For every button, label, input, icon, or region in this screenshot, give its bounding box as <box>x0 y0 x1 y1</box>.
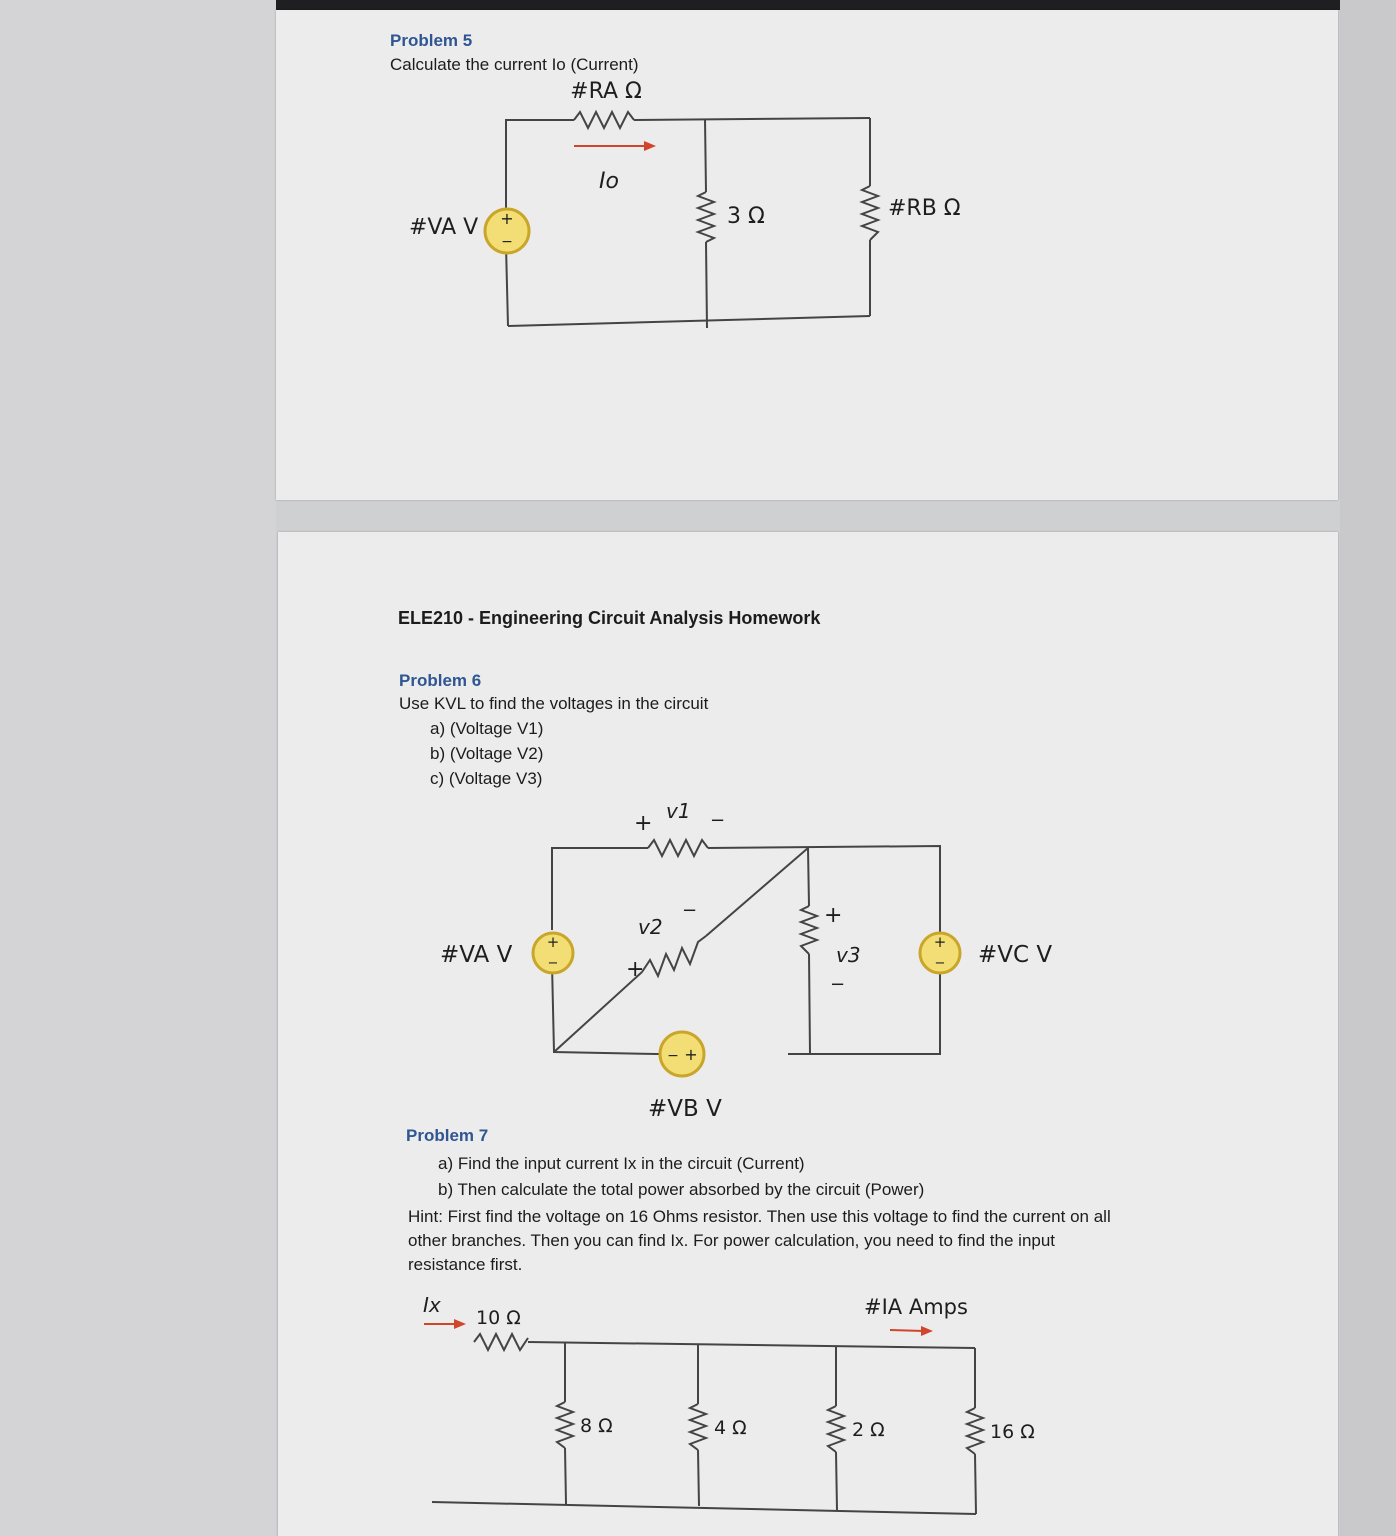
course-title: ELE210 - Engineering Circuit Analysis Homework <box>398 608 821 628</box>
svg-text:+: + <box>546 933 560 951</box>
svg-text:−: − <box>934 956 946 971</box>
v3-label: v3 <box>836 943 861 967</box>
svg-text:−: − <box>682 900 698 921</box>
current-io-label: Io <box>599 169 619 194</box>
document-page-2 <box>278 532 1338 1536</box>
problem6-item-a: a) (Voltage V1) <box>430 719 544 738</box>
problem7-item-a: a) Find the input current Ix in the circuit (Current) <box>438 1154 805 1173</box>
document-page-1 <box>276 10 1338 500</box>
ix-label: Ix <box>423 1293 441 1317</box>
resistor-16-label: 16 Ω <box>990 1421 1035 1443</box>
problem7-hint-line1: Hint: First find the voltage on 16 Ohms resistor. Then use this voltage to find the current on all <box>408 1207 1111 1226</box>
svg-text:+: + <box>933 933 947 951</box>
resistor-4-label: 4 Ω <box>714 1417 747 1439</box>
svg-text:−: − <box>547 956 559 971</box>
problem5-source-label: #VA V <box>409 215 479 240</box>
problem6-item-b: b) (Voltage V2) <box>430 744 544 763</box>
problem5-circuit <box>276 10 1338 500</box>
svg-text:−: − <box>830 974 846 995</box>
resistor-b-label: #RB Ω <box>888 196 961 221</box>
svg-text:+: + <box>626 957 645 982</box>
resistor-3-label: 3 Ω <box>727 204 765 229</box>
svg-text:−: − <box>710 810 726 831</box>
problem7-hint-line2: other branches. Then you can find Ix. For power calculation, you need to find the input <box>408 1231 1056 1250</box>
svg-text:−: − <box>667 1048 679 1064</box>
ia-label: #IA Amps <box>864 1295 968 1319</box>
resistor-2-label: 2 Ω <box>852 1419 885 1441</box>
problem5-heading: Problem 5 <box>390 31 473 50</box>
problem7-item-b: b) Then calculate the total power absorbed by the circuit (Power) <box>438 1180 925 1199</box>
background-right <box>1340 0 1396 1536</box>
problem6-heading: Problem 6 <box>399 671 482 690</box>
problem7-circuit <box>278 532 1338 1536</box>
svg-text:−: − <box>501 234 513 250</box>
problem6-item-c: c) (Voltage V3) <box>430 769 543 788</box>
problem6-source-b-label: #VB V <box>648 1096 722 1122</box>
svg-text:+: + <box>500 209 514 228</box>
problem6-instruction: Use KVL to find the voltages in the circuit <box>399 694 709 713</box>
resistor-a-label: #RA Ω <box>570 79 642 104</box>
v1-label: v1 <box>666 799 691 823</box>
problem6-source-a-label: #VA V <box>440 942 513 968</box>
problem7-hint-line3: resistance first. <box>408 1255 523 1274</box>
v2-label: v2 <box>638 915 663 939</box>
svg-text:+: + <box>684 1045 698 1064</box>
svg-text:+: + <box>634 811 653 836</box>
problem6-source-c-label: #VC V <box>978 942 1053 968</box>
problem7-heading: Problem 7 <box>406 1126 489 1145</box>
svg-text:+: + <box>824 903 843 928</box>
background-left <box>0 0 276 1536</box>
resistor-8-label: 8 Ω <box>580 1415 613 1437</box>
resistor-10-label: 10 Ω <box>476 1307 521 1329</box>
problem5-instruction: Calculate the current Io (Current) <box>390 55 639 74</box>
